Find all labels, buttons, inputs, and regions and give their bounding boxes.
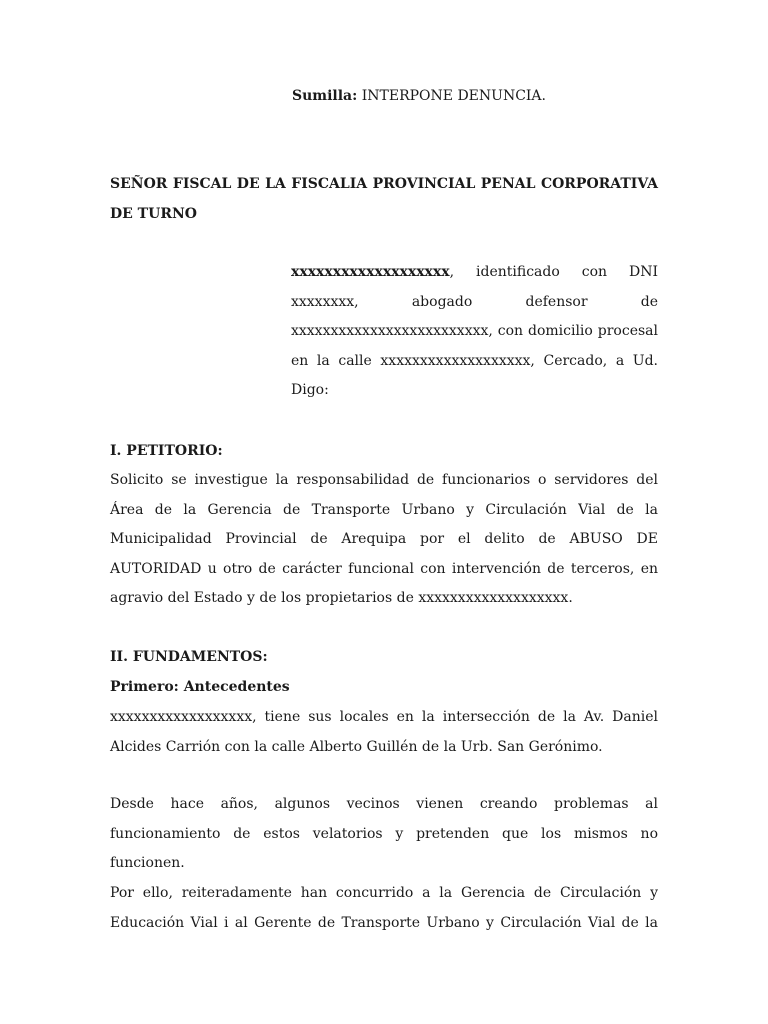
sumilla-line xyxy=(292,82,546,112)
intro-text: , identificado con DNI xxxxxxxx, abogado defensor de xxxxxxxxxxxxxxxxxxxxxxxxx, con domicilio procesal en la calle xxxxxxxxxxxxxxxxxxx, Cercado, a Ud. Digo: xyxy=(291,264,658,399)
intro-name: xxxxxxxxxxxxxxxxxxx xyxy=(291,264,450,280)
petitorio-heading: I. PETITORIO: xyxy=(110,443,223,459)
fundamentos-heading: II. FUNDAMENTOS: xyxy=(110,649,268,665)
addressee-heading: SEÑOR FISCAL DE LA FISCALIA PROVINCIAL PENAL CORPORATIVA DE TURNO xyxy=(110,176,658,222)
intro-paragraph xyxy=(291,258,658,406)
sumilla-value: INTERPONE DENUNCIA. xyxy=(361,88,546,104)
antecedentes-paragraph-2: Desde hace años, algunos vecinos vienen creando problemas al funcionamiento de estos velatorios y pretenden que los mismos no funcionen. xyxy=(110,796,658,872)
antecedentes-paragraph-1: xxxxxxxxxxxxxxxxxx, tiene sus locales en la intersección de la Av. Daniel Alcides Carrión con la calle Alberto Guillén de la Urb. San Gerónimo. xyxy=(110,709,658,755)
sumilla-label: Sumilla: xyxy=(292,88,358,104)
antecedentes-paragraph-3: Por ello, reiteradamente han concurrido a la Gerencia de Circulación y Educación Vial i al Gerente de Transporte Urbano y Circulación Vial de la xyxy=(110,885,658,931)
petitorio-body: Solicito se investigue la responsabilidad de funcionarios o servidores del Área de la Gerencia de Transporte Urbano y Circulación Vial de la Municipalidad Provincial de Arequipa por el delito de ABUSO DE AUTORIDAD u otro de carácter funcional con intervención de terceros, en agravio del Estado y de los propietarios de xxxxxxxxxxxxxxxxxxx. xyxy=(110,472,658,607)
antecedentes-subheading: Primero: Antecedentes xyxy=(110,679,290,695)
